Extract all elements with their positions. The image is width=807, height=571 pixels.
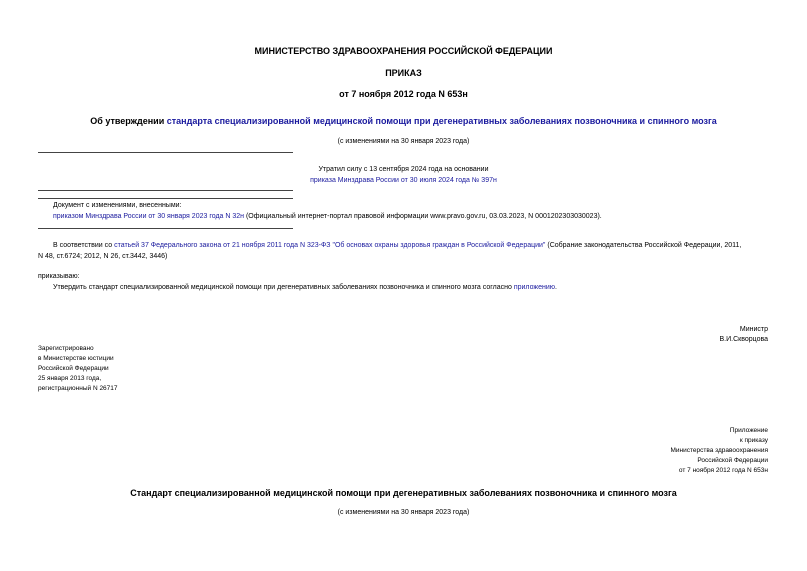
expired-note: Утратил силу с 13 сентября 2024 года на основании bbox=[318, 166, 489, 173]
appendix-line: Министерства здравоохранения bbox=[670, 447, 768, 454]
order-label: приказываю: bbox=[38, 273, 80, 280]
title-standard-link[interactable]: стандарта специализированной медицинской помощи при дегенеративных заболеваниях позвоночника и спинного мозга bbox=[166, 116, 717, 126]
preamble-line1 bbox=[53, 241, 741, 250]
amendment-order-link[interactable]: приказом Минздрава России от 30 января 2023 года N 32н bbox=[53, 213, 245, 220]
registration-line: Зарегистрировано bbox=[38, 345, 94, 352]
law-article-link[interactable]: статьей 37 Федерального закона от 21 ноября 2011 года N 323-ФЗ "Об основах охраны здоровья граждан в Российской Федерации" bbox=[114, 242, 546, 249]
registration-line: 25 января 2013 года, bbox=[38, 375, 102, 382]
appendix-line: к приказу bbox=[739, 437, 768, 444]
standard-title: Стандарт специализированной медицинской помощи при дегенеративных заболеваниях позвоночника и спинного мозга bbox=[130, 488, 677, 498]
preamble-start: В соответствии со bbox=[53, 242, 115, 249]
edition-note: (с изменениями на 30 января 2023 года) bbox=[337, 138, 470, 145]
ministry-heading: МИНИСТЕРСТВО ЗДРАВООХРАНЕНИЯ РОССИЙСКОЙ ФЕДЕРАЦИИ bbox=[254, 46, 553, 56]
signature-name: В.И.Скворцова bbox=[719, 336, 768, 343]
registration-line: регистрационный N 26717 bbox=[38, 385, 118, 392]
appendix-line: Приложение bbox=[729, 427, 768, 434]
divider-line bbox=[38, 152, 293, 153]
standard-edition-note: (с изменениями на 30 января 2023 года) bbox=[337, 509, 470, 516]
order-text bbox=[53, 283, 557, 292]
order-end: . bbox=[555, 284, 557, 291]
signature-position: Министр bbox=[739, 326, 768, 333]
registration-line: в Министерстве юстиции bbox=[38, 355, 114, 362]
document-title bbox=[0, 116, 807, 126]
expired-order-link[interactable]: приказа Минздрава России от 30 июля 2024 года № 397н bbox=[310, 177, 497, 184]
preamble-line2: N 48, ст.6724; 2012, N 26, ст.3442, 3446) bbox=[38, 253, 168, 260]
doc-date-number: от 7 ноября 2012 года N 653н bbox=[339, 89, 468, 99]
appendix-line: Российской Федерации bbox=[697, 457, 768, 464]
registration-block bbox=[38, 344, 118, 394]
amendment-source: (Официальный интернет-портал правовой информации www.pravo.gov.ru, 03.03.2023, N 0001202303030023). bbox=[244, 213, 602, 220]
title-prefix: Об утверждении bbox=[90, 116, 167, 126]
appendix-block bbox=[671, 426, 769, 476]
registration-line: Российской Федерации bbox=[38, 365, 109, 372]
divider-line bbox=[38, 190, 293, 191]
appendix-link[interactable]: приложению bbox=[513, 284, 556, 291]
doc-type-heading: ПРИКАЗ bbox=[385, 68, 422, 78]
preamble-end: (Собрание законодательства Российской Федерации, 2011, bbox=[545, 242, 742, 249]
amendments-entry bbox=[53, 212, 602, 221]
divider-line bbox=[38, 228, 293, 229]
order-body: Утвердить стандарт специализированной медицинской помощи при дегенеративных заболеваниях позвоночника и спинного мозга согласно bbox=[53, 284, 514, 291]
appendix-line: от 7 ноября 2012 года N 653н bbox=[678, 467, 768, 474]
amendments-label: Документ с изменениями, внесенными: bbox=[53, 202, 182, 209]
divider-line bbox=[38, 198, 293, 199]
